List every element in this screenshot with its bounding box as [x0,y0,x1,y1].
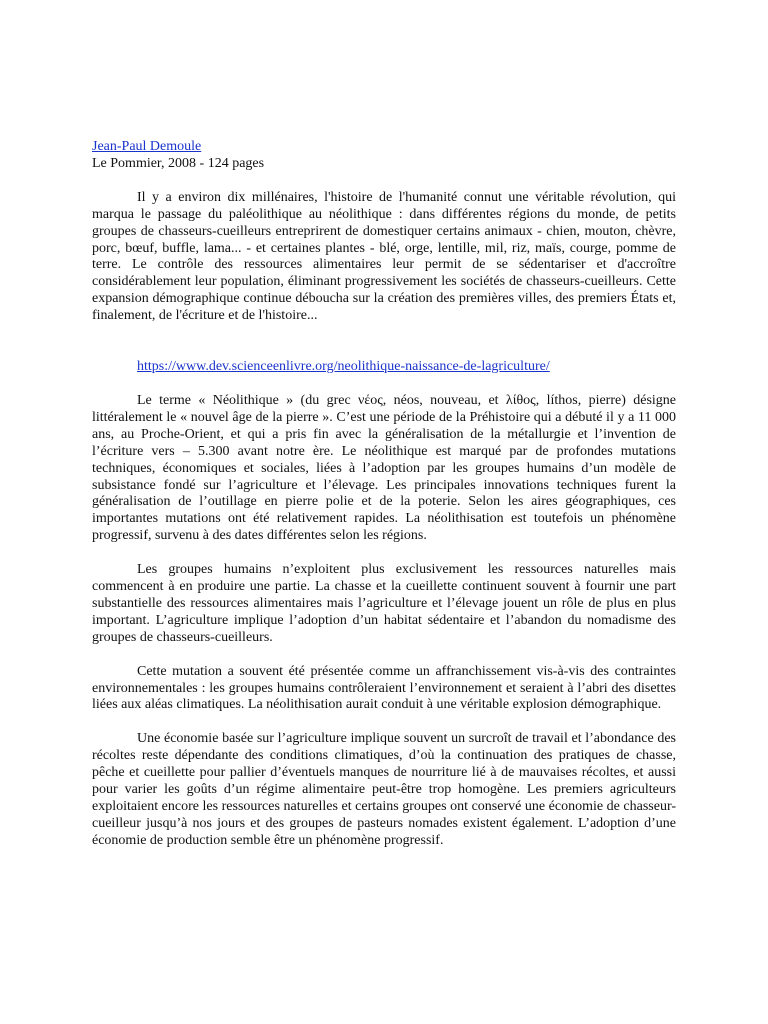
paragraph-economie: Une économie basée sur l’agriculture implique souvent un surcroît de travail et l’abondance des récoltes reste dépendante des conditions climatiques, d’où la continuation des pratiques de chasse, pêche et cueillette pour pallier d’éventuels manques de nourriture lié à de mauvaises récoltes, et aussi pour varier les goûts d’un régime alimentaire peut-être trop homogène. Les premiers agriculteurs exploitaient encore les ressources naturelles et certains groupes ont conservé une économie de chasseur-cueilleur jusqu’à nos jours et des groupes de pasteurs nomades existent également. L’adoption d’une économie de production semble être un phénomène progressif. [92,731,676,848]
source-url-link[interactable]: https://www.dev.scienceenlivre.org/neolithique-naissance-de-lagriculture/ [137,359,550,375]
publisher-info: Le Pommier, 2008 - 124 pages [92,155,265,171]
intro-paragraph: Il y a environ dix millénaires, l'histoire de l'humanité connut une véritable révolution, qui marqua le passage du paléolithique au néolithique : dans différentes régions du monde, de petits groupes de chasseurs-cueilleurs entreprirent de domestiquer certains animaux - chien, mouton, chèvre, porc, bœuf, buffle, lama... - et certaines plantes - blé, orge, lentille, mil, riz, maïs, courge, pomme de terre. Le contrôle des ressources alimentaires leur permit de se sédentariser et d'accroître considérablement leur population, éliminant progressivement les sociétés de chasseurs-cueilleurs. Cette expansion démographique continue déboucha sur la création des premières villes, des premiers États et, finalement, de l'écriture et de l'histoire... [92,189,676,324]
author-link[interactable]: Jean-Paul Demoule [92,139,202,154]
paragraph-mutation: Cette mutation a souvent été présentée comme un affranchissement vis-à-vis des contraintes environnementales : les groupes humains contrôleraient l’environnement et seraient à l’abri des disettes liées aux aléas climatiques. La néolithisation aurait conduit à une véritable explosion démographique. [92,663,676,713]
paragraph-production: Les groupes humains n’exploitent plus exclusivement les ressources naturelles mais commencent à en produire une partie. La chasse et la cueillette continuent souvent à fournir une part substantielle des ressources alimentaires mais l’agriculture et l’élevage jouent un rôle de plus en plus important. L’agriculture implique l’adoption d’un habitat sédentaire et l’abandon du nomadisme des groupes de chasseurs-cueilleurs. [92,562,676,645]
source-url-line [92,359,676,376]
paragraph-neolithique-definition: Le terme « Néolithique » (du grec νέος, néos, nouveau, et λίθος, líthos, pierre) désigne littéralement le « nouvel âge de la pierre ». C’est une période de la Préhistoire qui a débuté il y a 11 000 ans, au Proche-Orient, et qui a pris fin avec la généralisation de la métallurgie et l’invention de l’écriture vers – 5.300 avant notre ère. Le néolithique est marqué par de profondes mutations techniques, économiques et sociales, liées à l’adoption par les groupes humains d’un modèle de subsistance fondé sur l’agriculture et l’élevage. Les principales innovations techniques furent la généralisation de l’outillage en pierre polie et de la poterie. Selon les aires géographiques, ces importantes mutations ont été relativement rapides. La néolithisation est toutefois un phénomène progressif, survenu à des dates différentes selon les régions. [92,392,676,544]
document-page [92,139,676,850]
